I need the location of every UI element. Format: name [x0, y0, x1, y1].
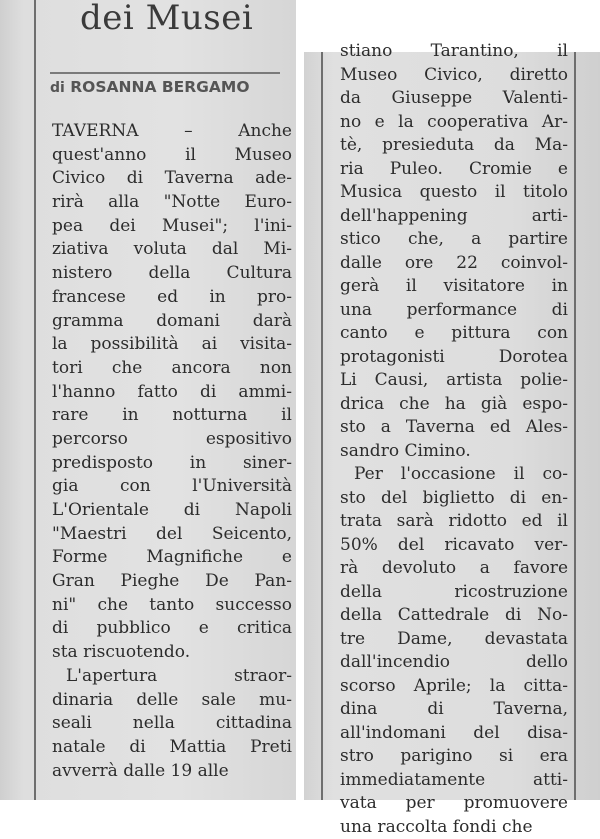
article-column-right [340, 40, 568, 839]
text-line: L'Orientale di Napoli [52, 499, 292, 523]
text-line: una performance di [340, 299, 568, 323]
text-line: 50% del ricavato ver- [340, 534, 568, 558]
text-line: tè, presieduta da Ma- [340, 134, 568, 158]
text-line: quest'anno il Museo [52, 144, 292, 168]
text-line: francese ed in pro- [52, 286, 292, 310]
text-line: seali nella cittadina [52, 712, 292, 736]
text-line: natale di Mattia Preti [52, 736, 292, 760]
text-line: dina di Taverna, [340, 698, 568, 722]
text-line: Civico di Taverna ade- [52, 167, 292, 191]
text-line: Musica questo il titolo [340, 181, 568, 205]
text-line: la possibilità ai visita- [52, 333, 292, 357]
text-line: gerà il visitatore in [340, 275, 568, 299]
byline-author: ROSANNA BERGAMO [70, 78, 249, 96]
column-rule [34, 0, 36, 800]
text-line: una raccolta fondi che [340, 816, 568, 839]
text-line: no e la cooperativa Ar- [340, 111, 568, 135]
text-line: ziativa voluta dal Mi- [52, 238, 292, 262]
text-line: vata per promuovere [340, 792, 568, 816]
text-line: drica che ha già espo- [340, 393, 568, 417]
text-line: tre Dame, devastata [340, 628, 568, 652]
text-line: Museo Civico, diretto [340, 64, 568, 88]
text-line: dell'happening arti- [340, 205, 568, 229]
text-line: ria Puleo. Cromie e [340, 158, 568, 182]
text-line: ni" che tanto successo [52, 594, 292, 618]
text-line: sto del biglietto di en- [340, 487, 568, 511]
column-rule [574, 52, 576, 800]
byline-prefix: di [50, 80, 65, 96]
text-line: L'apertura straor- [52, 665, 292, 689]
text-line: sandro Cimino. [340, 440, 568, 464]
text-line: all'indomani del disa- [340, 722, 568, 746]
text-line: Forme Magnifiche e [52, 546, 292, 570]
text-line: Gran Pieghe De Pan- [52, 570, 292, 594]
text-line: avverrà dalle 19 alle [52, 760, 292, 784]
text-line: rà devoluto a favore [340, 557, 568, 581]
text-line: Li Causi, artista polie- [340, 369, 568, 393]
text-line: stiano Tarantino, il [340, 40, 568, 64]
text-line: predisposto in siner- [52, 452, 292, 476]
text-line: Per l'occasione il co- [340, 463, 568, 487]
article-headline: dei Musei [80, 0, 253, 38]
article-column-left [52, 120, 292, 783]
text-line: percorso espositivo [52, 428, 292, 452]
clipping-left [0, 0, 296, 800]
text-line: da Giuseppe Valenti- [340, 87, 568, 111]
text-line: sto a Taverna ed Ales- [340, 416, 568, 440]
text-line: tori che ancora non [52, 357, 292, 381]
text-line: dinaria delle sale mu- [52, 689, 292, 713]
text-line: stico che, a partire [340, 228, 568, 252]
text-line: rirà alla "Notte Euro- [52, 191, 292, 215]
text-line: "Maestri del Seicento, [52, 523, 292, 547]
text-line: scorso Aprile; la citta- [340, 675, 568, 699]
text-line: immediatamente atti- [340, 769, 568, 793]
text-line: stro parigino si era [340, 745, 568, 769]
text-line: della Cattedrale di No- [340, 604, 568, 628]
column-rule [321, 52, 323, 800]
text-line: rare in notturna il [52, 404, 292, 428]
article-byline [50, 72, 280, 96]
text-line: dall'incendio dello [340, 651, 568, 675]
clipping-right [304, 52, 600, 800]
text-line: sta riscuotendo. [52, 641, 292, 665]
text-line: canto e pittura con [340, 322, 568, 346]
text-line: pea dei Musei"; l'ini- [52, 215, 292, 239]
text-line: gia con l'Università [52, 475, 292, 499]
text-line: di pubblico e critica [52, 617, 292, 641]
text-line: TAVERNA – Anche [52, 120, 292, 144]
text-line: trata sarà ridotto ed il [340, 510, 568, 534]
text-line: dalle ore 22 coinvol- [340, 252, 568, 276]
text-line: l'hanno fatto di ammi- [52, 381, 292, 405]
text-line: gramma domani darà [52, 310, 292, 334]
text-line: nistero della Cultura [52, 262, 292, 286]
text-line: della ricostruzione [340, 581, 568, 605]
text-line: protagonisti Dorotea [340, 346, 568, 370]
